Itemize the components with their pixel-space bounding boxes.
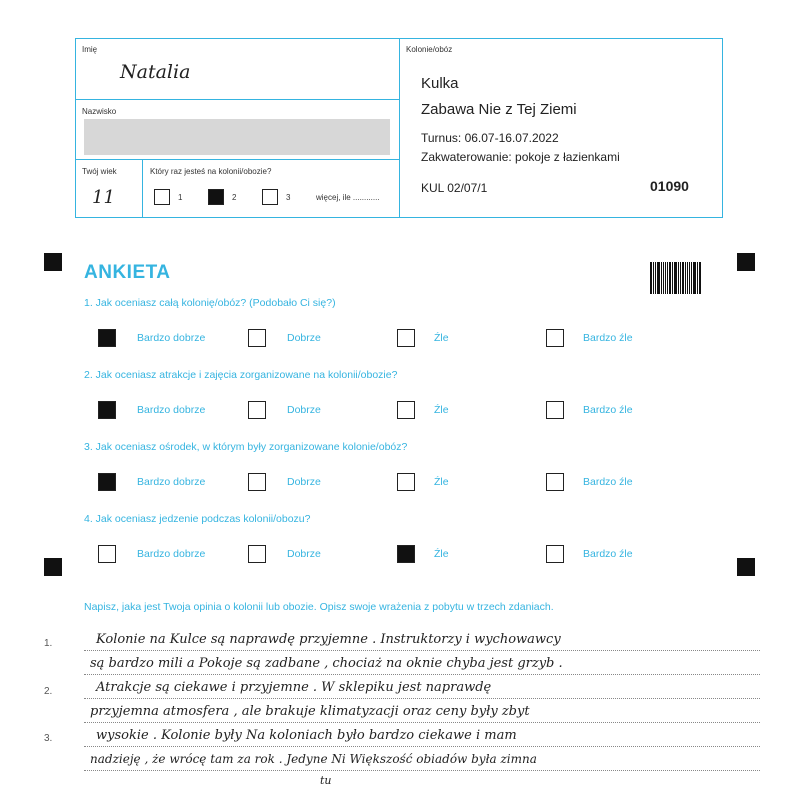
question-3-checkbox-1[interactable] [98, 473, 116, 491]
question-2-checkbox-2[interactable] [248, 401, 266, 419]
camp-theme: Zabawa Nie z Tej Ziemi [421, 101, 577, 118]
surname-separator [76, 159, 399, 160]
question-4-option-2: Dobrze [287, 548, 321, 560]
times-checkbox-1[interactable] [154, 189, 170, 205]
surname-redacted [84, 119, 390, 155]
survey-title: ANKIETA [84, 262, 171, 283]
times-option-2: 2 [232, 193, 237, 202]
question-3-checkbox-4[interactable] [546, 473, 564, 491]
opinion-line-5: wysokie . Kolonie były Na koloniach było bardzo ciekawe i mam [96, 728, 517, 743]
writing-line [84, 650, 760, 651]
question-4-checkbox-1[interactable] [98, 545, 116, 563]
line-number-2: 2. [44, 686, 53, 697]
times-checkbox-3[interactable] [262, 189, 278, 205]
question-2-checkbox-4[interactable] [546, 401, 564, 419]
question-2: 2. Jak oceniasz atrakcje i zajęcia zorganizowane na kolonii/obozie? [84, 369, 398, 381]
name-separator [76, 99, 399, 100]
question-3: 3. Jak oceniasz ośrodek, w którym były zorganizowane kolonie/obóz? [84, 441, 408, 453]
age-divider [142, 159, 143, 217]
question-3-option-4: Bardzo źle [583, 476, 633, 488]
opinion-line-4: przyjemna atmosfera , ale brakuje klimatyzacji oraz ceny były zbyt [90, 704, 530, 719]
name-label: Imię [82, 45, 98, 54]
question-1-checkbox-1[interactable] [98, 329, 116, 347]
times-option-3: 3 [286, 193, 291, 202]
line-number-3: 3. [44, 733, 53, 744]
name-value: Natalia [120, 61, 191, 83]
times-label: Który raz jesteś na kolonii/obozie? [150, 167, 272, 176]
question-1-option-1: Bardzo dobrze [137, 332, 206, 344]
camp-turnus: Turnus: 06.07-16.07.2022 [421, 131, 559, 145]
surname-label: Nazwisko [82, 107, 117, 116]
question-3-option-2: Dobrze [287, 476, 321, 488]
barcode [650, 262, 702, 294]
question-3-option-3: Źle [434, 476, 449, 488]
opinion-extra-word: tu [320, 774, 332, 787]
writing-line [84, 698, 760, 699]
question-2-option-1: Bardzo dobrze [137, 404, 206, 416]
question-1-checkbox-2[interactable] [248, 329, 266, 347]
writing-line [84, 674, 760, 675]
line-number-1: 1. [44, 638, 53, 649]
question-2-checkbox-3[interactable] [397, 401, 415, 419]
writing-line [84, 746, 760, 747]
camp-number: 01090 [650, 178, 689, 194]
question-4-checkbox-2[interactable] [248, 545, 266, 563]
question-1-option-2: Dobrze [287, 332, 321, 344]
question-4-option-3: Źle [434, 548, 449, 560]
question-4-checkbox-3[interactable] [397, 545, 415, 563]
question-2-option-3: Źle [434, 404, 449, 416]
registration-mark [737, 558, 755, 576]
question-4-option-1: Bardzo dobrze [137, 548, 206, 560]
question-1-option-4: Bardzo źle [583, 332, 633, 344]
question-1-option-3: Źle [434, 332, 449, 344]
question-3-checkbox-2[interactable] [248, 473, 266, 491]
registration-mark [44, 558, 62, 576]
writing-line [84, 770, 760, 771]
opinion-line-6: nadzieję , że wrócę tam za rok . Jedyne Ni Większość obiadów była zimna [90, 752, 537, 766]
opinion-line-3: Atrakcje są ciekawe i przyjemne . W sklepiku jest naprawdę [96, 680, 492, 695]
question-2-option-4: Bardzo źle [583, 404, 633, 416]
times-checkbox-2[interactable] [208, 189, 224, 205]
question-2-option-2: Dobrze [287, 404, 321, 416]
registration-mark [737, 253, 755, 271]
question-1-checkbox-3[interactable] [397, 329, 415, 347]
question-3-checkbox-3[interactable] [397, 473, 415, 491]
writing-line [84, 722, 760, 723]
camp-name: Kulka [421, 75, 459, 92]
question-4-option-4: Bardzo źle [583, 548, 633, 560]
camp-accommodation: Zakwaterowanie: pokoje z łazienkami [421, 150, 620, 164]
age-label: Twój wiek [82, 167, 117, 176]
question-1-checkbox-4[interactable] [546, 329, 564, 347]
header-box [75, 38, 723, 218]
question-2-checkbox-1[interactable] [98, 401, 116, 419]
opinion-line-2: są bardzo mili a Pokoje są zadbane , chociaż na oknie chyba jest grzyb . [90, 656, 563, 671]
times-option-1: 1 [178, 193, 183, 202]
camp-code: KUL 02/07/1 [421, 181, 488, 195]
question-4-checkbox-4[interactable] [546, 545, 564, 563]
opinion-line-1: Kolonie na Kulce są naprawdę przyjemne . Instruktorzy i wychowawcy [96, 632, 561, 647]
times-more: więcej, ile ............ [316, 193, 380, 202]
question-4: 4. Jak oceniasz jedzenie podczas kolonii/obozu? [84, 513, 311, 525]
question-3-option-1: Bardzo dobrze [137, 476, 206, 488]
header-divider [399, 39, 400, 217]
camp-label: Kolonie/obóz [406, 45, 453, 54]
opinion-prompt: Napisz, jaka jest Twoja opinia o kolonii lub obozie. Opisz swoje wrażenia z pobytu w trzech zdaniach. [84, 601, 554, 613]
age-value: 11 [92, 187, 115, 208]
question-1: 1. Jak oceniasz całą kolonię/obóz? (Podobało Ci się?) [84, 297, 336, 309]
registration-mark [44, 253, 62, 271]
